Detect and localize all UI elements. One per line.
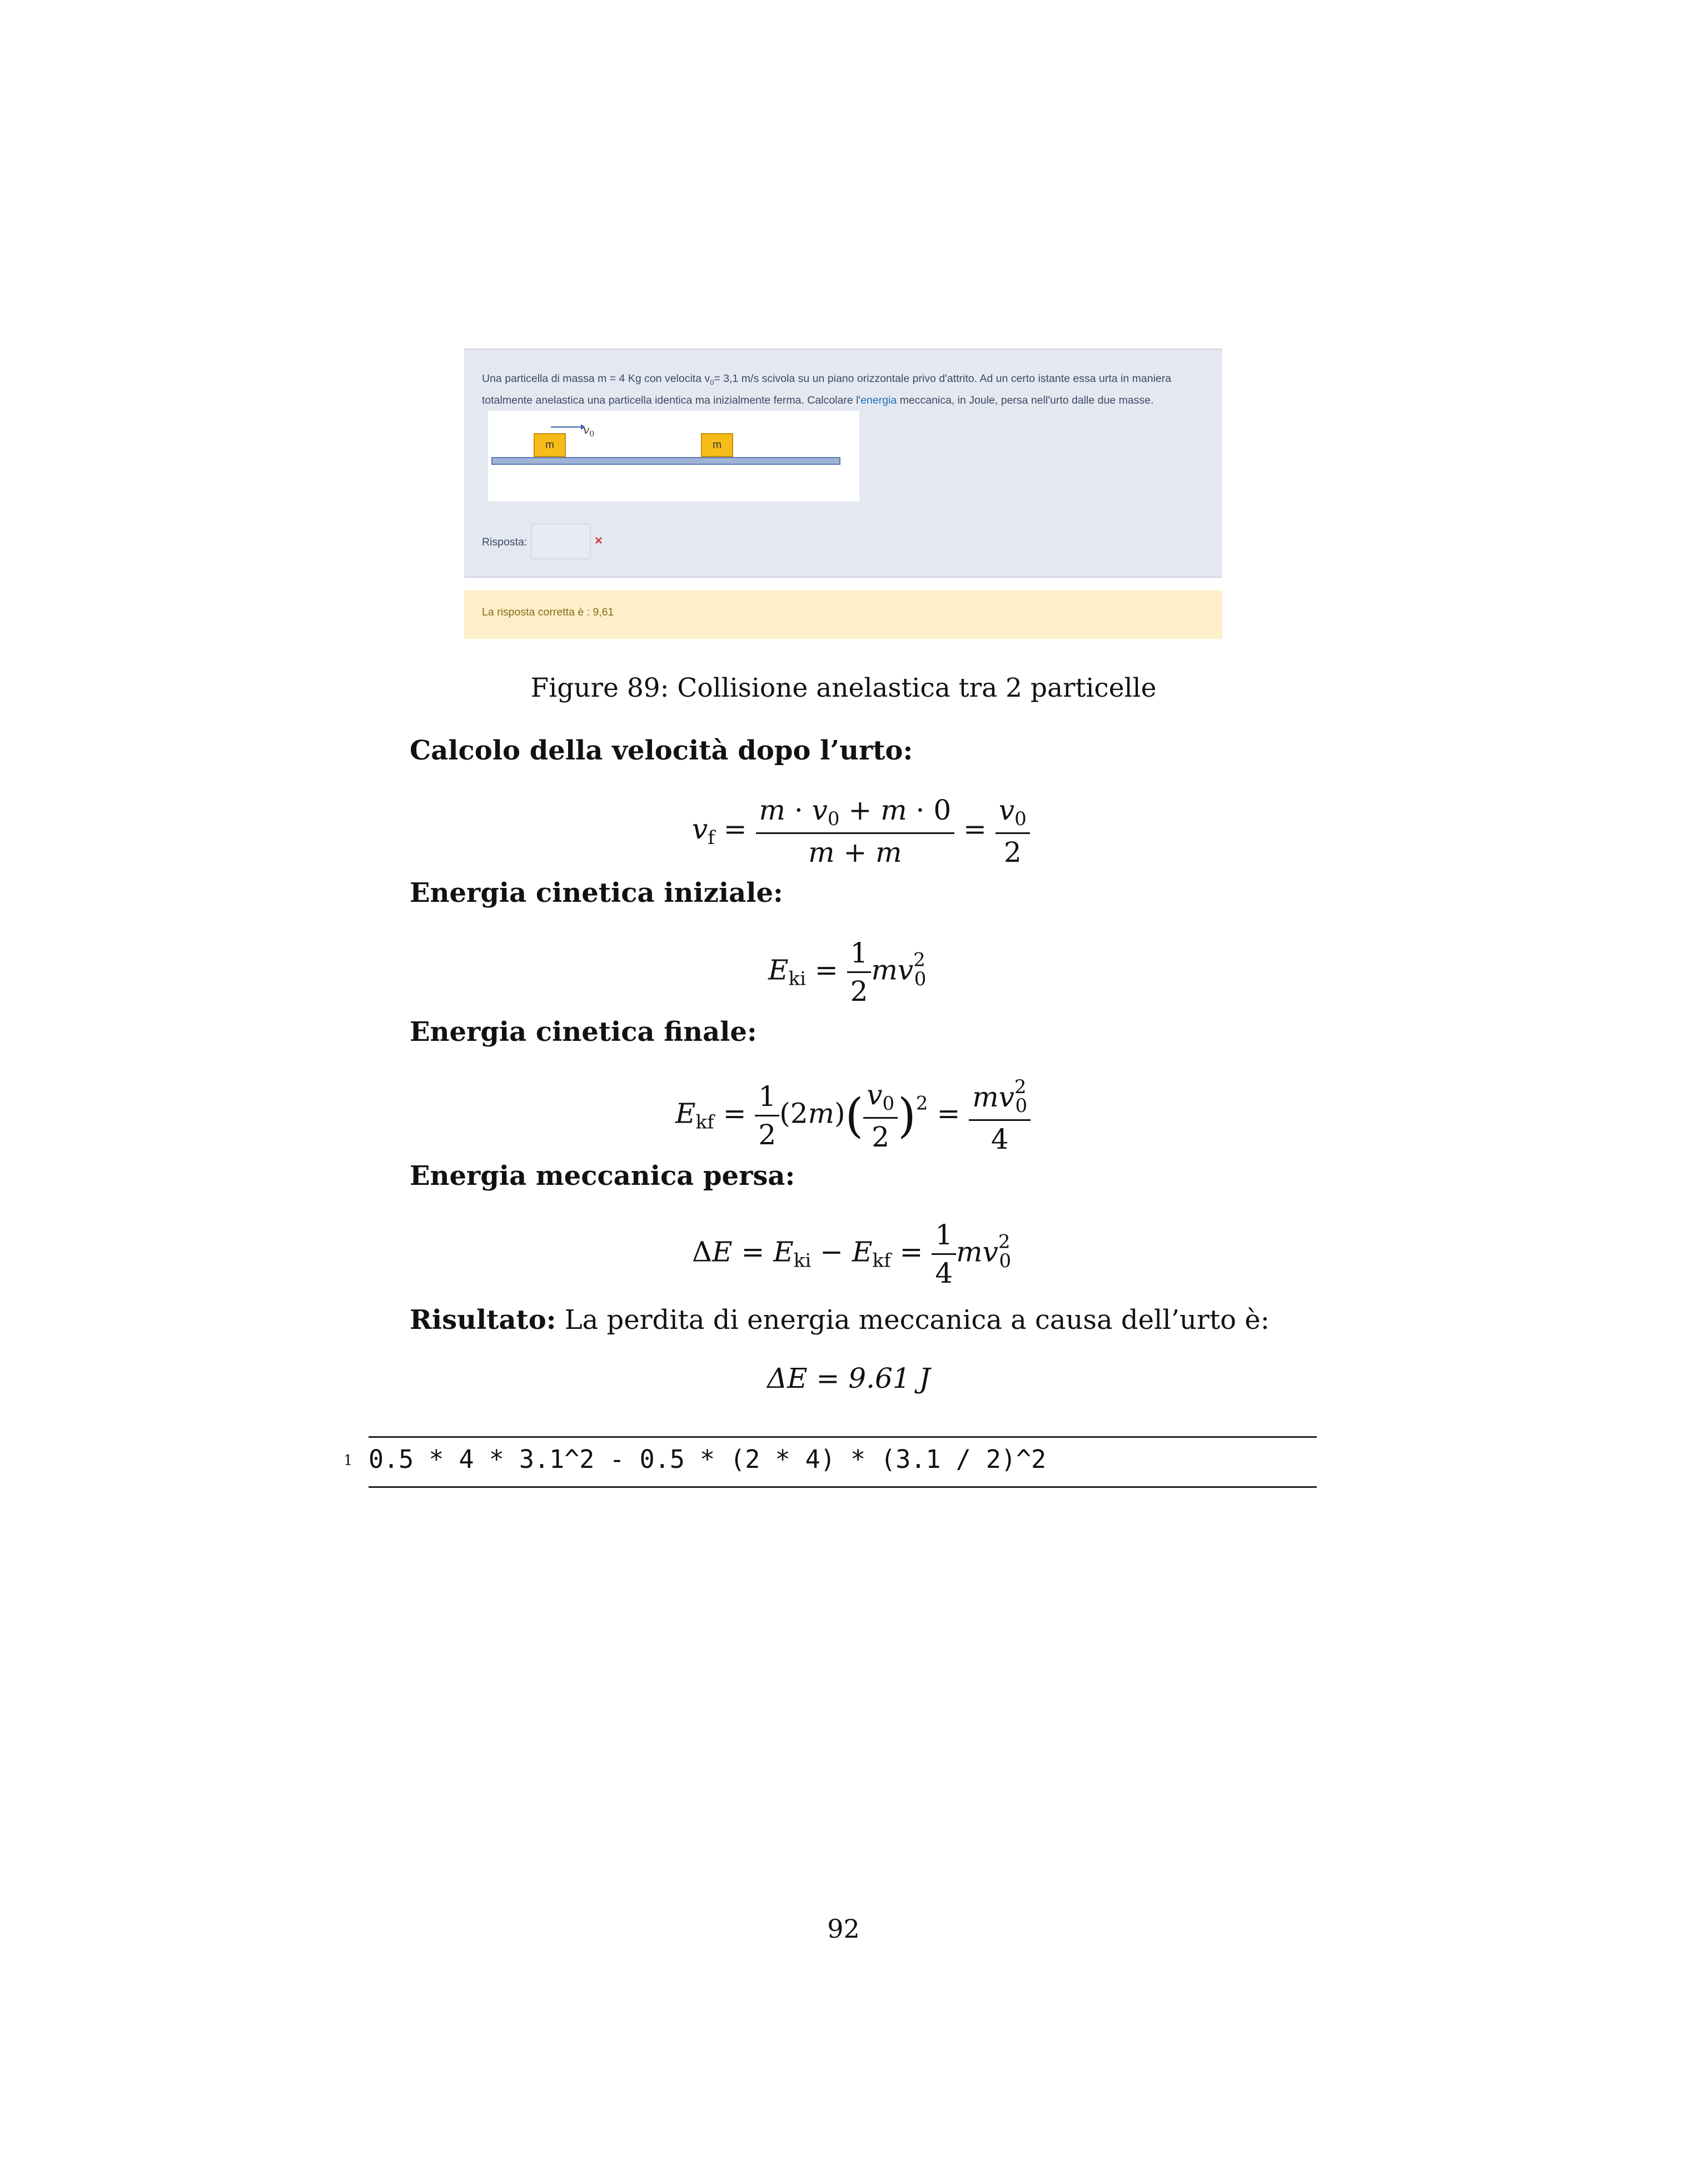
result-paragraph [410,1304,1270,1336]
question-line1: Una particella di massa m = 4 Kg con velocita v [482,373,710,385]
question-line1-rest: = 3,1 m/s scivola su un piano orizzontale privo d'attrito. Ad un certo istante essa urta in maniera [714,373,1172,385]
code-bottom-rule [369,1486,1317,1488]
frictionless-plane [491,457,840,465]
equation-final-energy: $E_{kf}$ = $\frac{1}{2}$ (2m)( $\frac{v_0}{2}$ )$^2$ = $\frac{mv^2_0}{4}$ [675,1076,1031,1155]
result-text: La perdita di energia meccanica a causa dell’urto è: [556,1304,1270,1336]
moving-mass-block: m [534,433,566,457]
result-label: Risultato: [410,1304,556,1336]
result-equation: ΔE = 9.61 J [767,1362,930,1394]
equation-initial-energy: $E_{ki}$ = $\frac{1}{2}$ $mv^2_0$ [768,937,927,1007]
velocity-label: $v_0$ [583,423,595,439]
collision-diagram [488,411,859,502]
question-line2-rest: meccanica, in Joule, persa nell'urto dalle due masse. [897,394,1154,406]
question-v0-sub: 0 [710,378,714,386]
page-number: 92 [827,1914,860,1944]
equation-final-velocity: $v_f$ = $\frac{m \cdot v_0 + m \cdot 0}{m + m}$ = $\frac{v_0}{2}$ [692,794,1030,868]
code-top-rule [369,1436,1317,1438]
heading-velocity: Calcolo della velocità dopo l’urto: [410,735,913,766]
feedback-text: La risposta corretta è : 9,61 [482,606,614,618]
code-line: 0.5 * 4 * 3.1^2 - 0.5 * (2 * 4) * (3.1 / 2)^2 [369,1445,1047,1474]
heading-final-energy: Energia cinetica finale: [410,1016,757,1048]
incorrect-icon: × [595,533,603,548]
quiz-question-panel [464,349,1222,578]
stationary-mass-block: m [701,433,733,457]
answer-label: Risposta: [482,536,528,548]
correct-answer-feedback [464,590,1222,639]
code-line-number: 1 [344,1452,353,1469]
answer-input[interactable] [531,524,591,559]
heading-energy-loss: Energia meccanica persa: [410,1160,795,1192]
equation-energy-loss: $\Delta E = E_{ki} - E_{kf}$ = $\frac{1}{4}$ $mv^2_0$ [692,1219,1012,1289]
energia-link[interactable]: energia [860,394,897,406]
question-line2: totalmente anelastica una particella identica ma inizialmente ferma. Calcolare l' [482,394,861,406]
question-text [482,370,1210,410]
figure-caption: Figure 89: Collisione anelastica tra 2 particelle [530,673,1157,703]
heading-initial-energy: Energia cinetica iniziale: [410,877,783,909]
velocity-arrow-icon [551,426,584,428]
